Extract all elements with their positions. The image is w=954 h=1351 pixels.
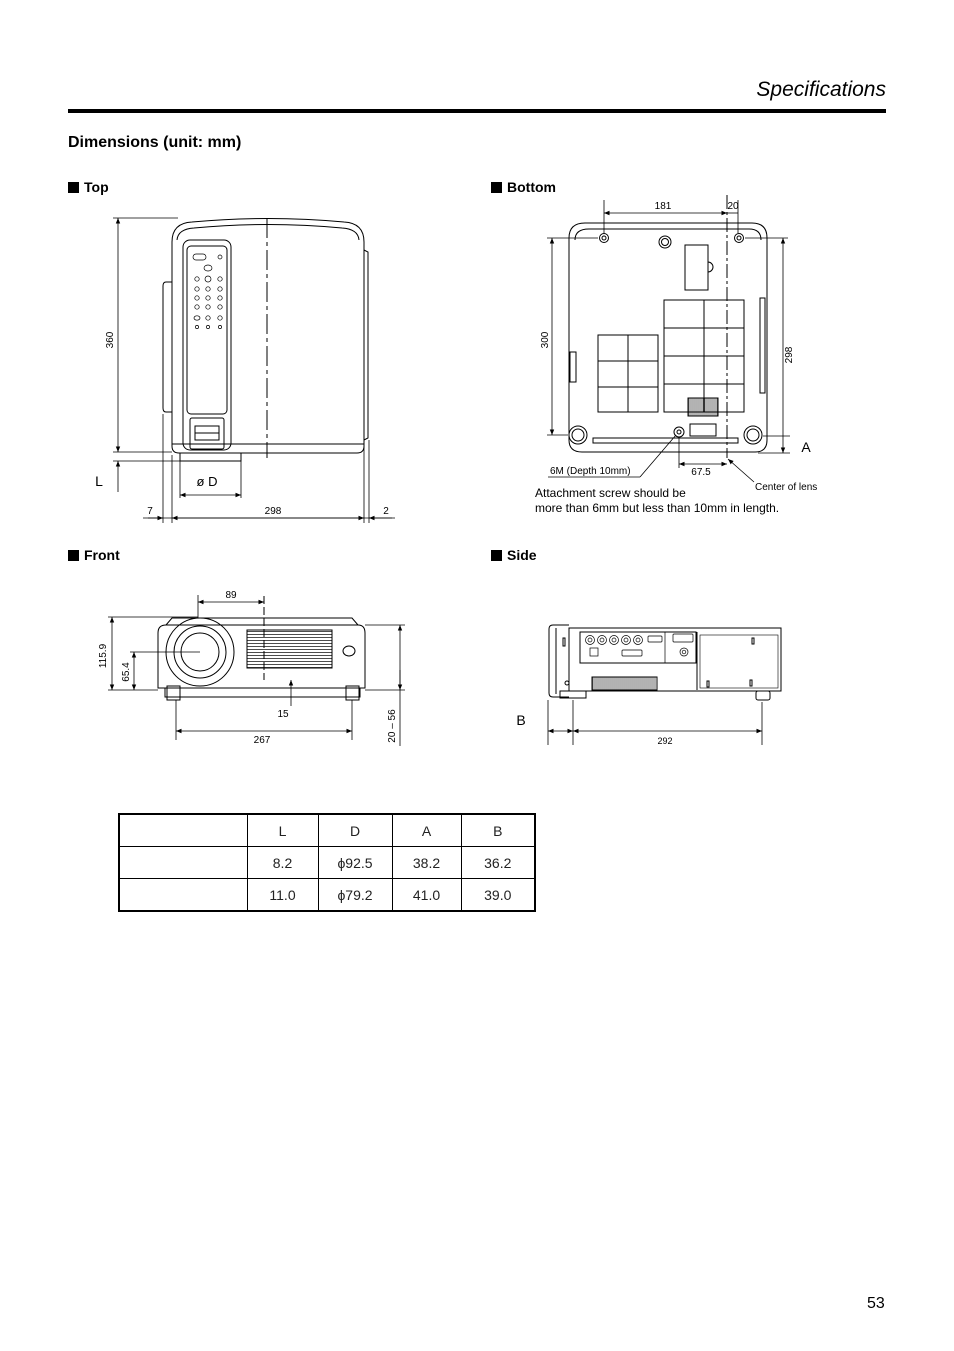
bottom-front-band (593, 438, 738, 443)
bottom-small-cover (690, 424, 716, 436)
connector-panel (580, 632, 696, 663)
table-cell: ϕ92.5 (318, 847, 392, 879)
table-corner-cell (119, 814, 247, 847)
port-icon (680, 648, 688, 656)
table-cell: ϕ79.2 (318, 879, 392, 912)
screw-hole-icon (600, 234, 609, 243)
panel-button-icon (218, 296, 222, 300)
side-mark (750, 680, 752, 686)
jack-icon (588, 638, 592, 642)
side-view-label: Side (507, 547, 537, 563)
bottom-right-strip (760, 298, 765, 393)
top-body-rim (177, 225, 359, 241)
panel-button-icon (218, 255, 222, 259)
bottom-lens-offset-label: 20 (727, 201, 739, 212)
jack-icon (600, 638, 604, 642)
bottom-left-strip (570, 352, 576, 382)
bottom-round-cover-inner (662, 239, 669, 246)
table-header-row (119, 814, 535, 847)
bottom-hole-spacing-label: 181 (654, 201, 672, 212)
front-foot-clearance-label: 15 (277, 709, 289, 720)
connector-jacks (586, 632, 694, 663)
bottom-body-outline (569, 223, 767, 452)
top-lens-protrusion (180, 453, 241, 461)
foot-icon (572, 429, 584, 441)
side-front-section (549, 625, 569, 697)
table-cell: 11.0 (247, 879, 318, 912)
side-length-label: 292 (657, 736, 673, 746)
table-header-cell: B (461, 814, 535, 847)
screw-hole-icon (737, 236, 741, 240)
front-lens-to-center-label: 89 (225, 590, 237, 601)
panel-button-icon (206, 296, 210, 300)
page-number: 53 (867, 1295, 885, 1312)
side-mark (752, 638, 754, 644)
table-cell: 36.2 (461, 847, 535, 879)
bottom-depth-left-label: 300 (540, 331, 551, 349)
dsub-connector-icon (673, 634, 693, 642)
panel-button-icon (205, 276, 211, 282)
jack-icon (634, 636, 643, 645)
control-panel-buttons (193, 254, 222, 329)
side-foot-rear (756, 691, 770, 700)
panel-button-icon (204, 265, 212, 271)
panel-button-icon (218, 325, 221, 328)
top-lens-diameter-label: ø D (196, 474, 218, 489)
panel-button-icon (194, 316, 200, 320)
top-left-side-panel (163, 282, 172, 412)
table-cell: 39.0 (461, 879, 535, 912)
top-width-label: 298 (264, 506, 282, 517)
table-header-cell: A (392, 814, 461, 847)
top-l-label: L (95, 473, 103, 489)
screw-hole-icon (735, 234, 744, 243)
bottom-vent-grid-left (598, 335, 658, 412)
panel-button-icon (195, 296, 199, 300)
panel-button-icon (195, 325, 198, 328)
foot-icon (747, 429, 759, 441)
top-offset-right-label: 2 (383, 506, 389, 517)
side-front-screw-icon (565, 681, 569, 685)
panel-button-icon (218, 316, 222, 320)
panel-button-icon (193, 254, 206, 260)
bottom-body-rim (575, 229, 761, 240)
front-height-label: 115.9 (98, 643, 109, 669)
side-b-label: B (516, 712, 526, 728)
port-icon (590, 648, 598, 656)
side-front-mark (563, 638, 565, 646)
panel-button-icon (195, 277, 199, 281)
dsub-connector-icon (622, 650, 642, 656)
bottom-depth-right-label: 298 (784, 346, 795, 364)
panel-button-icon (218, 305, 222, 309)
jack-icon (586, 636, 595, 645)
panel-button-icon (218, 277, 222, 281)
jack-icon (622, 636, 631, 645)
port-icon (682, 650, 686, 654)
dimension-table (118, 813, 536, 912)
bottom-a-label: A (801, 439, 811, 455)
bottom-round-cover (659, 236, 671, 248)
table-row-label-cell (119, 847, 247, 879)
table-header-cell: L (247, 814, 318, 847)
top-view-dimensions (113, 218, 395, 523)
front-foot-range-label: 20 – 56 (387, 709, 398, 743)
panel-button-icon (195, 305, 199, 309)
panel-button-icon (206, 316, 210, 320)
panel-button-icon (206, 287, 210, 291)
jack-icon (636, 638, 640, 642)
front-top-surface (166, 618, 358, 625)
front-view-drawing (158, 596, 365, 700)
table-row (119, 847, 535, 879)
front-lens-height-label: 65.4 (121, 662, 132, 682)
side-view-drawing (549, 625, 781, 700)
panel-button-icon (218, 287, 222, 291)
side-view-dimensions (548, 700, 762, 745)
lens-center-leader (728, 459, 754, 482)
table-header-cell: D (318, 814, 392, 847)
panel-button-icon (195, 287, 199, 291)
section-title: Dimensions (unit: mm) (68, 134, 242, 151)
bottom-foot-to-lens-label: 67.5 (691, 467, 711, 478)
side-right-panel (700, 635, 778, 688)
top-view-label: Top (84, 179, 109, 195)
bottom-vent-grid-right (664, 300, 744, 412)
bottom-view-label: Bottom (507, 179, 556, 195)
bottom-vent-hatch (688, 398, 718, 416)
side-vent (592, 677, 657, 690)
bottom-view-drawing (569, 195, 767, 458)
dsub-connector-icon (648, 636, 662, 642)
jack-icon (610, 636, 619, 645)
top-view-drawing (163, 218, 368, 461)
screw-note-leader (640, 435, 676, 477)
jack-icon (598, 636, 607, 645)
bottom-lens-center-label: Center of lens (755, 482, 818, 493)
jack-icon (624, 638, 628, 642)
table-row-label-cell (119, 879, 247, 912)
front-bottom-band (165, 688, 360, 697)
table-cell: 38.2 (392, 847, 461, 879)
side-mark (707, 681, 709, 687)
bottom-lamp-cover-tab (708, 262, 713, 272)
panel-button-icon (206, 305, 210, 309)
front-view-label: Front (84, 547, 120, 563)
panel-button-icon (206, 325, 209, 328)
front-grille (247, 630, 332, 668)
bottom-screw-note: 6M (Depth 10mm) (550, 466, 631, 477)
attachment-note-line-2: more than 6mm but less than 10mm in length. (535, 501, 780, 515)
top-right-side-panel (364, 250, 368, 440)
table-cell: 41.0 (392, 879, 461, 912)
front-foot-spacing-label: 267 (253, 735, 271, 746)
page-header-title: Specifications (756, 78, 886, 101)
table-row (119, 879, 535, 912)
top-offset-left-label: 7 (147, 506, 153, 517)
front-ir-sensor (343, 646, 355, 656)
attachment-note-line-1: Attachment screw should be (535, 486, 686, 500)
table-cell: 8.2 (247, 847, 318, 879)
center-screw-hole-icon (677, 430, 681, 434)
jack-icon (612, 638, 616, 642)
top-height-label: 360 (105, 331, 116, 349)
screw-hole-icon (602, 236, 606, 240)
bottom-lamp-cover (685, 245, 708, 290)
